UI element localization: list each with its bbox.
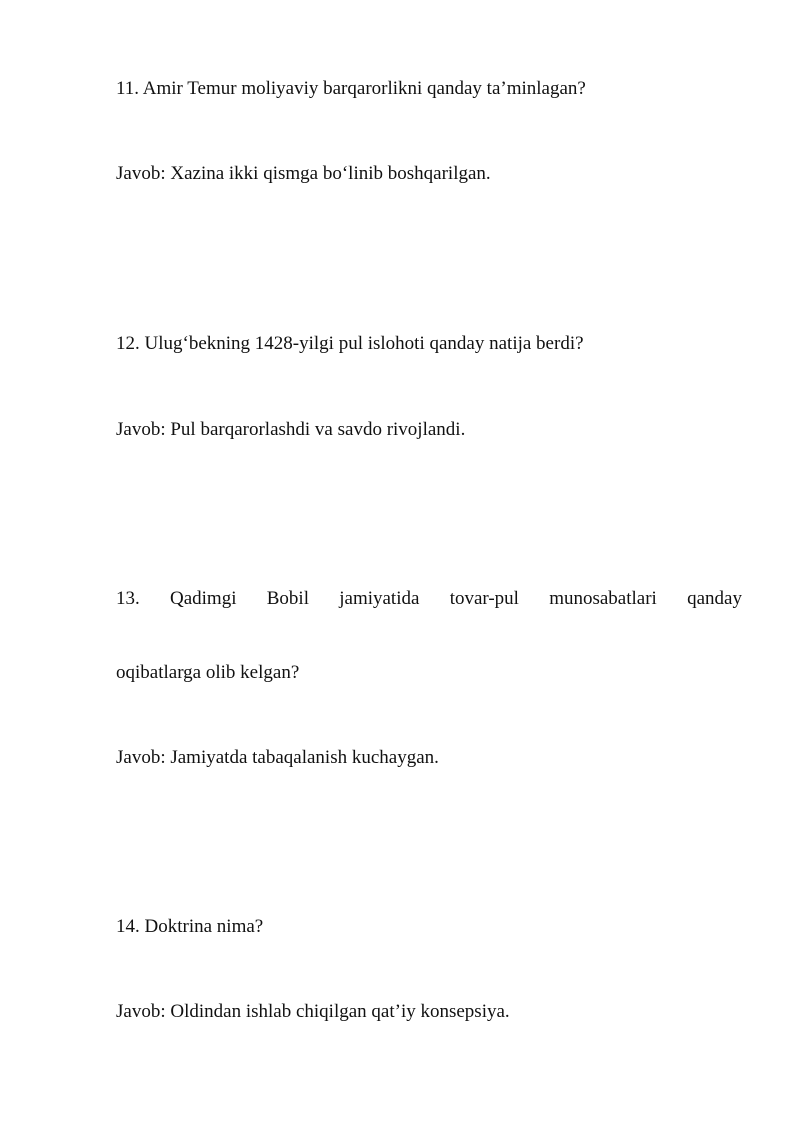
question-13-line-2: oqibatlarga olib kelgan?: [116, 662, 300, 683]
answer-13: Javob: Jamiyatda tabaqalanish kuchaygan.: [116, 747, 439, 768]
question-13-word: tovar-pul: [449, 588, 519, 609]
question-13-line-1: [116, 587, 742, 611]
question-13-word: Bobil: [266, 588, 309, 609]
question-13-word: qanday: [687, 588, 742, 609]
question-12: 12. Ulug‘bekning 1428-yilgi pul islohoti qanday natija berdi?: [116, 333, 584, 354]
question-11: 11. Amir Temur moliyaviy barqarorlikni qanday ta’minlagan?: [116, 78, 586, 99]
question-13-word: Qadimgi: [170, 588, 237, 609]
question-13-word: jamiyatida: [339, 588, 420, 609]
question-13-word: munosabatlari: [549, 588, 657, 609]
answer-12: Javob: Pul barqarorlashdi va savdo rivojlandi.: [116, 419, 466, 440]
answer-14: Javob: Oldindan ishlab chiqilgan qat’iy konsepsiya.: [116, 1001, 510, 1022]
question-13-word: 13.: [116, 588, 140, 609]
answer-11: Javob: Xazina ikki qismga bo‘linib boshqarilgan.: [116, 163, 491, 184]
question-14: 14. Doktrina nima?: [116, 916, 264, 937]
